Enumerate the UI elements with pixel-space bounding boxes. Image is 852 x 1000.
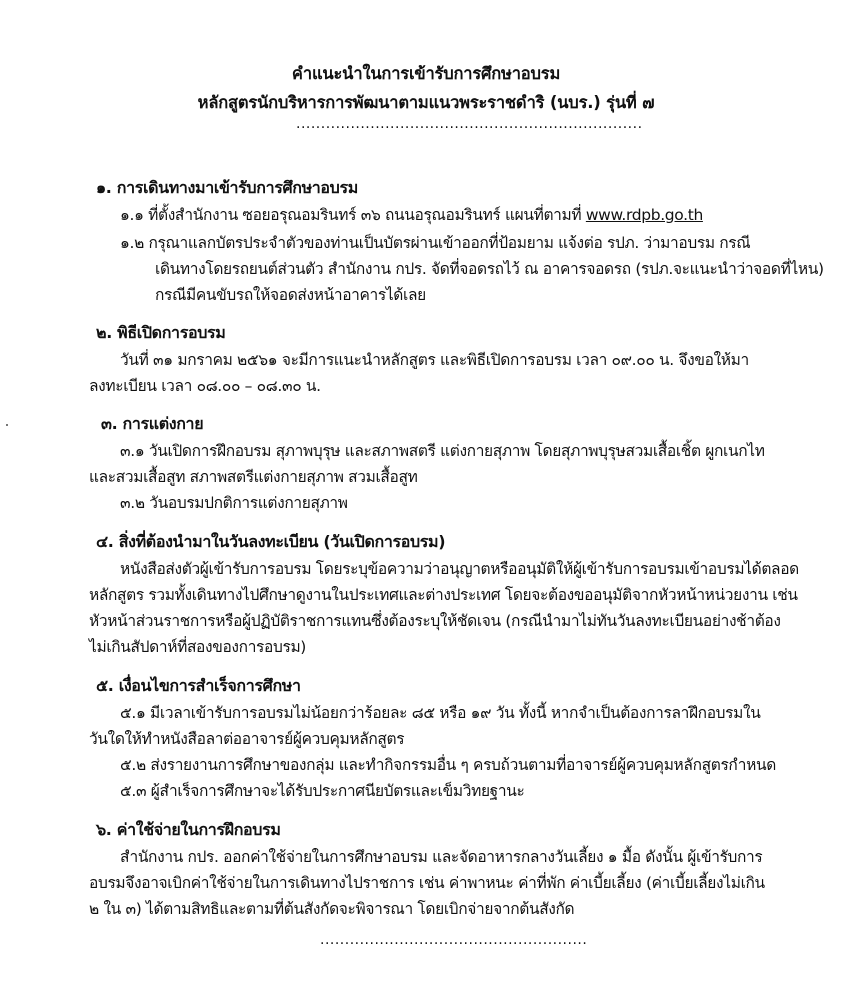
section-6-line1: สำนักงาน กปร. ออกค่าใช้จ่ายในการศึกษาอบรม และจัดอาหารกลางวันเลี้ยง ๑ มื้อ ดังนั้น ผู้เข้ารับการ [120,848,763,866]
section-2-line2: ลงทะเบียน เวลา ๐๘.๐๐ – ๐๘.๓๐ น. [89,377,321,395]
section-3-item-1-line2: และสวมเสื้อสูท สภาพสตรีแต่งกายสุภาพ สวมเสื้อสูท [89,468,418,486]
section-4-line2: หลักสูตร รวมทั้งเดินทางไปศึกษาดูงานในประเทศและต่างประเทศ โดยจะต้องขออนุมัติจากหัวหน้าหน่วยงาน เช่น [89,586,798,604]
footer-divider: ...................................................... [320,932,588,948]
section-5-item-2: ๕.๒ ส่งรายงานการศึกษาของกลุ่ม และทำกิจกรรมอื่น ๆ ครบถ้วนตามที่อาจารย์ผู้ควบคุมหลักสูตรกำหนด [120,756,776,774]
scan-speck [6,424,8,426]
section-6-line2: อบรมจึงอาจเบิกค่าใช้จ่ายในการเดินทางไปราชการ เช่น ค่าพาหนะ ค่าที่พัก ค่าเบี้ยเลี้ยง (ค่าเบี้ยเลี้ยงไม่เกิน [89,874,765,892]
section-3-item-2: ๓.๒ วันอบรมปกติการแต่งกายสุภาพ [120,494,348,512]
section-5-item-1-line2: วันใดให้ทำหนังสือลาต่ออาจารย์ผู้ควบคุมหลักสูตร [89,730,405,748]
section-5-item-1-line1: ๕.๑ มีเวลาเข้ารับการอบรมไม่น้อยกว่าร้อยละ ๘๕ หรือ ๑๙ วัน ทั้งนี้ หากจำเป็นต้องการลาฝึกอบรมใน [120,704,761,722]
section-6-line3: ๒ ใน ๓) ได้ตามสิทธิและตามที่ต้นสังกัดจะพิจารณา โดยเบิกจ่ายจากต้นสังกัด [89,900,575,918]
section-4-line1: หนังสือส่งตัวผู้เข้ารับการอบรม โดยระบุข้อความว่าอนุญาตหรืออนุมัติให้ผู้เข้ารับการอบรมเข้าอบรมได้ตลอด [120,560,799,578]
section-4-line4: ไม่เกินสัปดาห์ที่สองของการอบรม) [89,638,307,656]
section-1-item-2-line2: เดินทางโดยรถยนต์ส่วนตัว สำนักงาน กปร. จัดที่จอดรถไว้ ณ อาคารจอดรถ (รปภ.จะแนะนำว่าจอดที่ไหน) [155,260,824,278]
section-3-item-1-line1: ๓.๑ วันเปิดการฝึกอบรม สุภาพบุรุษ และสภาพสตรี แต่งกายสุภาพ โดยสุภาพบุรุษสวมเสื้อเชิ้ต ผูกเนกไท [120,442,765,460]
section-1-item-1 [120,205,703,225]
section-1-item-1-text: ๑.๑ ที่ตั้งสำนักงาน ซอยอรุณอมรินทร์ ๓๖ ถนนอรุณอมรินทร์ แผนที่ตามที่ [120,206,586,224]
document-title-line1: คำแนะนำในการเข้ารับการศึกษาอบรม [291,64,561,83]
section-4-line3: หัวหน้าส่วนราชการหรือผู้ปฏิบัติราชการแทนซึ่งต้องระบุให้ชัดเจน (กรณีนำมาไม่ทันวันลงทะเบียนอย่างช้าต้อง [89,612,781,630]
section-3-heading: ๓. การแต่งกาย [101,414,204,433]
section-2-heading: ๒. พิธีเปิดการอบรม [96,323,226,342]
section-1-heading: ๑. การเดินทางมาเข้ารับการศึกษาอบรม [96,178,358,197]
document-title-line2: หลักสูตรนักบริหารการพัฒนาตามแนวพระราชดำริ (นบร.) รุ่นที่ ๗ [197,93,655,112]
section-1-item-2-line1: ๑.๒ กรุณาแลกบัตรประจำตัวของท่านเป็นบัตรผ่านเข้าออกที่ป้อมยาม แจ้งต่อ รปภ. ว่ามาอบรม กรณี [120,234,751,252]
section-6-heading: ๖. ค่าใช้จ่ายในการฝึกอบรม [96,820,281,839]
section-1-item-2-line3: กรณีมีคนขับรถให้จอดส่งหน้าอาคารได้เลย [155,286,426,304]
section-5-item-3: ๕.๓ ผู้สำเร็จการศึกษาจะได้รับประกาศนียบัตรและเข็มวิทยฐานะ [120,782,525,800]
section-4-heading: ๔. สิ่งที่ต้องนำมาในวันลงทะเบียน (วันเปิดการอบรม) [96,532,446,551]
section-5-heading: ๕. เงื่อนไขการสำเร็จการศึกษา [96,676,301,695]
rdpb-website-link[interactable]: www.rdpb.go.th [585,206,703,224]
title-divider: ...................................................................... [296,116,643,132]
section-2-line1: วันที่ ๓๑ มกราคม ๒๕๖๑ จะมีการแนะนำหลักสูตร และพิธีเปิดการอบรม เวลา ๐๙.๐๐ น. จึงขอให้มา [120,351,749,369]
